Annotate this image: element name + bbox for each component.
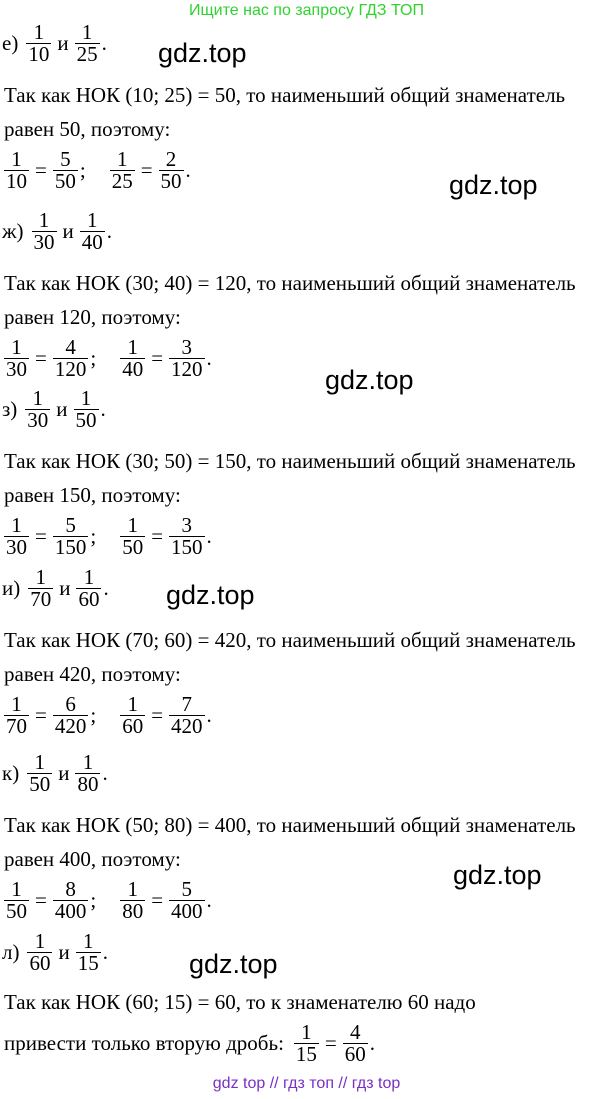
item-label: ж): [2, 219, 24, 243]
fraction: [75, 22, 100, 65]
denominator: 60: [29, 951, 51, 975]
denominator: 420: [54, 714, 87, 738]
watermark: gdz.top: [325, 365, 414, 395]
denominator: 70: [6, 714, 27, 738]
fraction: [76, 567, 101, 610]
denominator: 80: [122, 899, 144, 923]
numerator: 7: [181, 692, 193, 716]
fraction: [80, 210, 105, 253]
fraction: [110, 149, 135, 192]
numerator: 1: [11, 692, 22, 716]
denominator: 50: [54, 169, 76, 193]
lcm-text: Так как НОК (30; 40) = 120, то наименьший общий знаменатель: [4, 271, 576, 295]
search-hint-header: Ищите нас по запросу ГДЗ ТОП: [189, 2, 424, 19]
denominator: 60: [344, 1042, 366, 1066]
text-line: [4, 271, 576, 296]
lcm-result: равен 50, поэтому:: [4, 117, 171, 141]
numerator: 1: [127, 335, 138, 359]
numerator: 1: [127, 877, 138, 901]
equation-line: $\frac{1}{70}$ = $\frac{6}{420}$ ; $\frac{1}{60}$ = $\frac{7}{420}$ .: [6, 692, 212, 738]
numerator: 1: [34, 750, 45, 774]
denominator: 150: [54, 535, 87, 559]
denominator: 15: [295, 1042, 317, 1066]
fraction: [169, 515, 205, 558]
equation-line: привести только вторую дробь: $\frac{1}{15}$ = $\frac{4}{60}$ .: [4, 1020, 375, 1066]
numerator: 3: [181, 513, 193, 537]
fraction-pair: л) $\frac{1}{60}$ и $\frac{1}{15}$ .: [2, 929, 108, 975]
numerator: 1: [33, 20, 45, 44]
numerator: 1: [83, 565, 95, 589]
lcm-result: равен 150, поэтому:: [4, 483, 181, 507]
text-line: [4, 628, 576, 653]
equation-line: $\frac{1}{30}$ = $\frac{4}{120}$ ; $\frac{1}{40}$ = $\frac{3}{120}$ .: [6, 335, 212, 381]
fraction: [74, 388, 99, 431]
numerator: 1: [38, 208, 50, 232]
denominator: 420: [171, 714, 203, 738]
denominator: 120: [171, 357, 203, 381]
text-line: [4, 813, 576, 838]
equation-line: $\frac{1}{10}$ = $\frac{5}{50}$ ; $\frac{1}{25}$ = $\frac{2}{50}$ .: [6, 147, 191, 193]
fraction: [169, 879, 205, 922]
denominator: 400: [54, 899, 87, 923]
denominator: 120: [54, 357, 87, 381]
denominator: 30: [6, 535, 27, 559]
denominator: 30: [27, 408, 49, 432]
numerator: 5: [181, 877, 193, 901]
fraction: [343, 1022, 368, 1065]
fraction: [32, 210, 57, 253]
denominator: 60: [122, 714, 144, 738]
fraction: [26, 22, 51, 65]
text-line: [4, 83, 565, 108]
numerator: 1: [80, 386, 92, 410]
fraction: [53, 694, 89, 737]
fraction: [120, 694, 145, 737]
numerator: 1: [34, 929, 46, 953]
numerator: 1: [11, 877, 22, 901]
lcm-text: Так как НОК (50; 80) = 400, то наименьший общий знаменатель: [4, 813, 576, 837]
text-line: [4, 847, 181, 872]
denominator: 40: [122, 357, 144, 381]
lcm-result: привести только вторую дробь:: [4, 1031, 284, 1055]
lcm-result: равен 420, поэтому:: [4, 662, 181, 686]
item-label: з): [2, 397, 18, 421]
denominator: 80: [77, 772, 99, 796]
fraction: [169, 694, 205, 737]
lcm-text: Так как НОК (70; 60) = 420, то наименьший общий знаменатель: [4, 628, 576, 652]
denominator: 40: [81, 230, 103, 254]
fraction: [4, 337, 29, 380]
fraction: [76, 931, 101, 974]
watermark: gdz.top: [449, 170, 538, 200]
fraction-pair: ж) $\frac{1}{30}$ и $\frac{1}{40}$ .: [2, 208, 113, 254]
text-line: [4, 449, 576, 474]
fraction: [53, 149, 78, 192]
fraction: [4, 879, 29, 922]
watermark: gdz.top: [189, 949, 278, 979]
lcm-text: Так как НОК (30; 50) = 150, то наименьший общий знаменатель: [4, 449, 576, 473]
denominator: 25: [111, 169, 133, 193]
denominator: 50: [160, 169, 182, 193]
equation-line: $\frac{1}{30}$ = $\frac{5}{150}$ ; $\frac{1}{50}$ = $\frac{3}{150}$ .: [6, 513, 212, 559]
lcm-text: Так как НОК (60; 15) = 60, то к знаменателю 60 надо: [4, 990, 476, 1014]
numerator: 1: [11, 335, 22, 359]
fraction: [53, 515, 89, 558]
numerator: 1: [35, 565, 46, 589]
denominator: 70: [30, 587, 52, 611]
fraction-pair: з) $\frac{1}{30}$ и $\frac{1}{50}$ .: [2, 386, 106, 432]
fraction: [120, 515, 145, 558]
fraction: [159, 149, 184, 192]
lcm-result: равен 120, поэтому:: [4, 305, 181, 329]
text-line: [4, 990, 476, 1015]
numerator: 1: [301, 1020, 312, 1044]
fraction: [28, 567, 53, 610]
denominator: 30: [6, 357, 27, 381]
denominator: 50: [29, 772, 51, 796]
fraction: [294, 1022, 319, 1065]
denominator: 10: [28, 42, 50, 66]
numerator: 6: [65, 692, 76, 716]
denominator: 10: [6, 169, 27, 193]
numerator: 1: [11, 513, 22, 537]
fraction: [53, 337, 89, 380]
fraction: [4, 694, 29, 737]
numerator: 4: [350, 1020, 361, 1044]
fraction-pair: и) $\frac{1}{70}$ и $\frac{1}{60}$ .: [2, 565, 109, 611]
item-label: к): [2, 761, 20, 785]
numerator: 5: [60, 147, 71, 171]
item-label: е): [2, 31, 19, 55]
numerator: 3: [181, 335, 193, 359]
numerator: 4: [65, 335, 76, 359]
item-label: л): [2, 940, 20, 964]
fraction: [4, 149, 29, 192]
text-line: [4, 662, 181, 687]
numerator: 1: [82, 929, 94, 953]
denominator: 50: [6, 899, 27, 923]
numerator: 1: [11, 147, 22, 171]
fraction: [75, 752, 100, 795]
fraction: [27, 931, 52, 974]
equation-line: $\frac{1}{50}$ = $\frac{8}{400}$ ; $\frac{1}{80}$ = $\frac{5}{400}$ .: [6, 877, 212, 923]
numerator: 1: [127, 513, 138, 537]
denominator: 150: [171, 535, 203, 559]
fraction-pair: к) $\frac{1}{50}$ и $\frac{1}{80}$ .: [2, 750, 108, 796]
denominator: 50: [75, 408, 97, 432]
fraction: [53, 879, 89, 922]
watermark: gdz.top: [166, 580, 255, 610]
text-line: [4, 483, 181, 508]
numerator: 1: [127, 692, 138, 716]
fraction-pair: е) $\frac{1}{10}$ и $\frac{1}{25}$ .: [2, 20, 107, 66]
fraction: [169, 337, 205, 380]
item-label: и): [2, 576, 21, 600]
fraction: [27, 752, 52, 795]
lcm-text: Так как НОК (10; 25) = 50, то наименьший общий знаменатель: [4, 83, 566, 107]
text-line: [4, 117, 170, 142]
denominator: 400: [171, 899, 203, 923]
denominator: 50: [122, 535, 144, 559]
watermark: gdz.top: [453, 860, 542, 890]
watermark: gdz.top: [158, 38, 247, 68]
numerator: 1: [116, 147, 128, 171]
fraction: [120, 337, 145, 380]
denominator: 30: [33, 230, 55, 254]
denominator: 60: [78, 587, 100, 611]
numerator: 8: [65, 877, 76, 901]
denominator: 15: [77, 951, 99, 975]
footer-watermark: gdz top // гдз топ // гдз top: [212, 1075, 401, 1092]
lcm-result: равен 400, поэтому:: [4, 847, 181, 871]
numerator: 1: [32, 386, 44, 410]
fraction: [25, 388, 50, 431]
denominator: 25: [76, 42, 98, 66]
numerator: 1: [81, 20, 93, 44]
fraction: [120, 879, 145, 922]
numerator: 1: [82, 750, 94, 774]
text-line: [4, 305, 181, 330]
fraction: [4, 515, 29, 558]
numerator: 5: [65, 513, 76, 537]
numerator: 2: [165, 147, 177, 171]
numerator: 1: [87, 208, 98, 232]
